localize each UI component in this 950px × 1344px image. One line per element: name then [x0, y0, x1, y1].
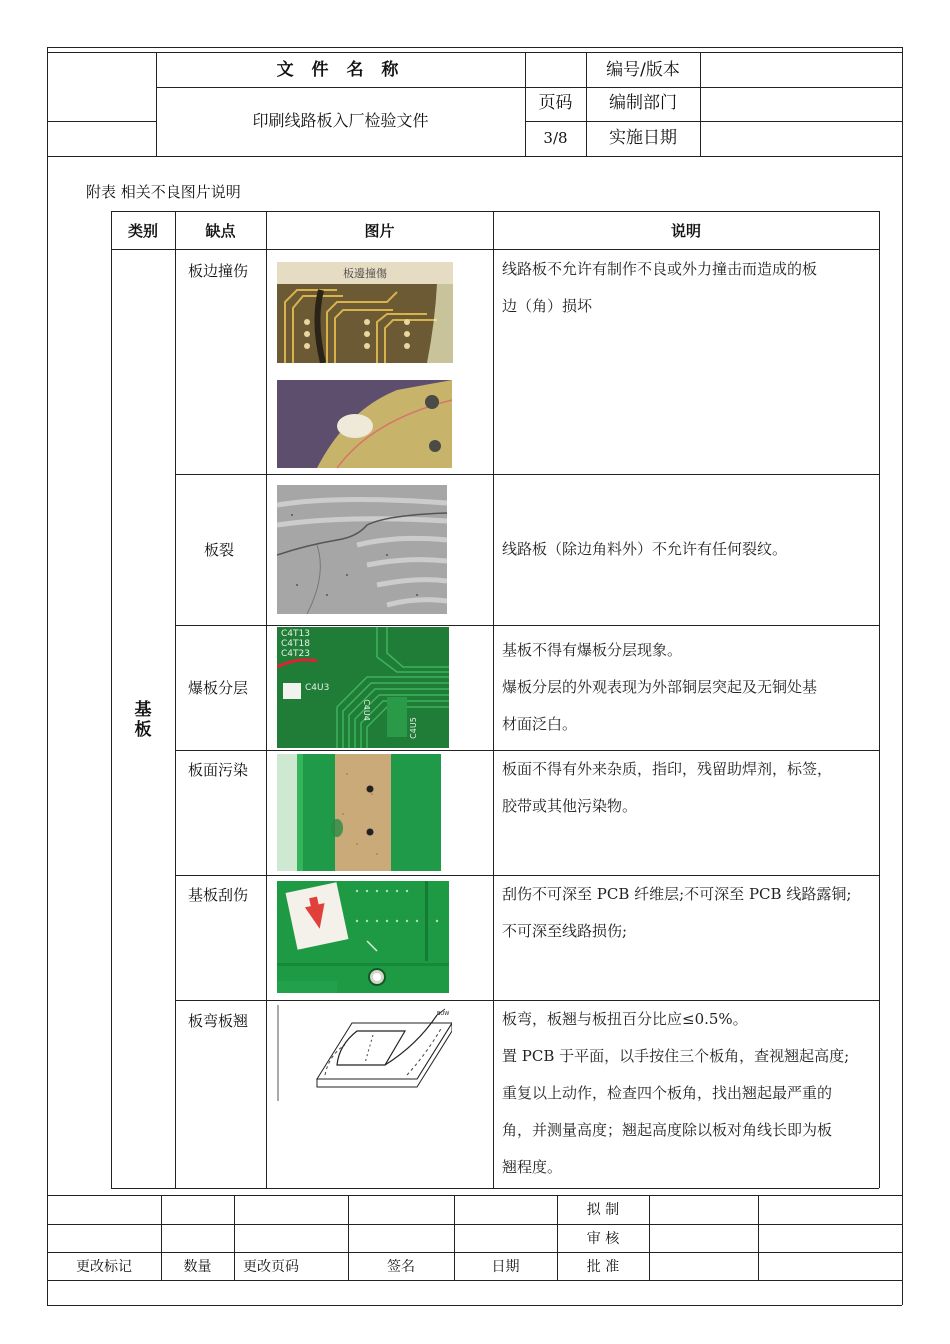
quantity-label: 数量: [183, 1259, 212, 1275]
description: [502, 531, 874, 568]
page-number: 3/8: [543, 129, 568, 147]
attachment-title: 附表 相关不良图片说明: [86, 183, 241, 201]
surface-contamination-photo: [277, 754, 441, 871]
column-header-description: 说明: [670, 222, 701, 240]
approve-label: 批 准: [586, 1259, 620, 1275]
photo-caption: 板邊撞傷: [343, 267, 387, 280]
number-version-label: 编号/版本: [606, 60, 680, 80]
silkscreen-label: C4U5: [408, 717, 418, 739]
board-edge-damage-photo-2: [277, 380, 452, 468]
description-line: 刮伤不可深至 PCB 纤维层;不可深至 PCB 线路露铜;: [502, 885, 852, 903]
change-mark-label: 更改标记: [76, 1259, 132, 1275]
description: [502, 251, 874, 325]
substrate-scratch-photo: [277, 881, 449, 993]
defect-label: 板边撞伤: [188, 262, 249, 280]
board-bow-diagram: [277, 1005, 452, 1101]
column-header-category: 类别: [127, 222, 158, 240]
board-edge-damage-photo-1: [277, 262, 453, 363]
description: [502, 1001, 874, 1186]
silkscreen-label: C4T13: [281, 629, 310, 639]
description-line: 板弯，板翘与板扭百分比应≤0.5%。: [502, 1010, 748, 1028]
dept-label: 编制部门: [609, 93, 677, 113]
defect-label: 板面污染: [188, 761, 249, 779]
silkscreen-label: C4T23: [281, 649, 310, 659]
description-line: 重复以上动作，检查四个板角，找出翘起最严重的: [502, 1084, 833, 1102]
delamination-photo: [277, 627, 449, 748]
column-header-defect: 缺点: [205, 222, 236, 240]
silkscreen-label: C4U3: [305, 683, 330, 693]
description: [502, 876, 874, 950]
defect-label: 板弯板翘: [188, 1012, 249, 1030]
description-line: 胶带或其他污染物。: [502, 797, 638, 815]
signature-label: 签名: [387, 1259, 415, 1275]
diagram-label: BOW: [437, 1011, 450, 1017]
description-line: 线路板（除边角料外）不允许有任何裂纹。: [502, 540, 788, 558]
date-field-label: 日期: [491, 1259, 520, 1275]
description-line: 板面不得有外来杂质，指印，残留助焊剂，标签，: [502, 760, 833, 778]
column-header-image: 图片: [364, 222, 395, 240]
description-line: 角，并测量高度；翘起高度除以板对角线长即为板: [502, 1121, 833, 1139]
description-line: 边（角）损坏: [502, 297, 593, 315]
board-crack-photo: [277, 485, 447, 614]
doc-title: 印刷线路板入厂检验文件: [252, 111, 429, 130]
description-line: 爆板分层的外观表现为外部铜层突起及无铜处基: [502, 678, 818, 696]
page-label: 页码: [538, 93, 573, 113]
silkscreen-label: C4T18: [281, 639, 310, 649]
description-line: 置 PCB 于平面，以手按住三个板角，查视翘起高度;: [502, 1047, 850, 1065]
description-line: 基板不得有爆板分层现象。: [502, 641, 683, 659]
description: [502, 632, 874, 743]
category-label: 基 板: [134, 700, 152, 740]
doc-name-label: 文 件 名 称: [276, 60, 405, 80]
description-line: 线路板不允许有制作不良或外力撞击而造成的板: [502, 260, 818, 278]
silkscreen-label: C4U4: [361, 699, 371, 721]
defect-label: 基板刮伤: [188, 886, 249, 904]
changed-page-label: 更改页码: [243, 1259, 299, 1275]
defect-label: 板裂: [204, 541, 235, 559]
review-label: 审 核: [586, 1231, 620, 1247]
draft-label: 拟 制: [586, 1202, 620, 1218]
description-line: 翘程度。: [502, 1158, 563, 1176]
description-line: 材面泛白。: [502, 715, 578, 733]
description-line: 不可深至线路损伤;: [502, 922, 628, 940]
defect-label: 爆板分层: [188, 679, 249, 697]
date-label: 实施日期: [609, 128, 677, 148]
description: [502, 751, 874, 825]
